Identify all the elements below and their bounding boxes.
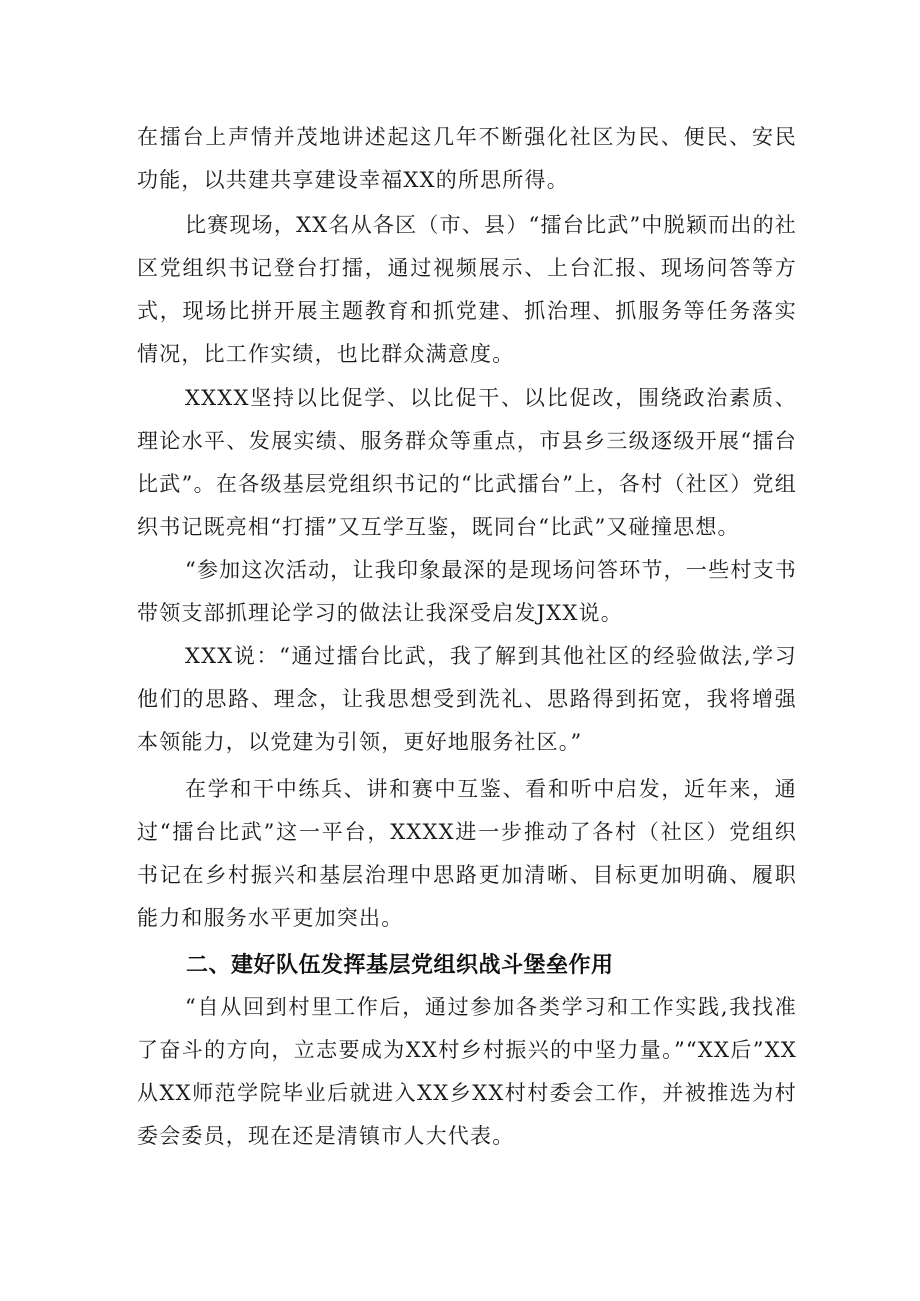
paragraph-3: XXXX坚持以比促学、以比促干、以比促改，围绕政治素质、理论水平、发展实绩、服务群众等重点，市县乡三级逐级开展“擂台比武”。在各级基层党组织书记的“比武擂台”上，各村（社区）党组织书记既亮相“打擂”又互学互鉴，既同台“比武”又碰撞思想。 — [137, 386, 797, 539]
closing-paragraph: “自从回到村里工作后，通过参加各类学习和工作实践,我找准了奋斗的方向，立志要成为XX村乡村振兴的中坚力量。”“XX后”XX从XX师范学院毕业后就进入XX乡XX村村委会工作，并被推选为村委会委员，现在还是清镇市人大代表。 — [137, 995, 797, 1148]
paragraph-6: 在学和干中练兵、讲和赛中互鉴、看和听中启发，近年来，通过“擂台比武”这一平台，XXXX进一步推动了各村（社区）党组织书记在乡村振兴和基层治理中思路更加清晰、目标更加明确、履职能力和服务水平更加突出。 — [137, 777, 797, 930]
paragraph-5: XXX说：“通过擂台比武，我了解到其他社区的经验做法,学习他们的思路、理念，让我思想受到洗礼、思路得到拓宽，我将增强本领能力，以党建为引领，更好地服务社区。” — [137, 644, 797, 754]
paragraph-2: 比赛现场，XX名从各区（市、县）“擂台比武”中脱颖而出的社区党组织书记登台打擂，通过视频展示、上台汇报、现场问答等方式，现场比拼开展主题教育和抓党建、抓治理、抓服务等任务落实情况，比工作实绩，也比群众满意度。 — [137, 213, 797, 366]
paragraph-1: 在擂台上声情并茂地讲述起这几年不断强化社区为民、便民、安民功能，以共建共享建设幸福XX的所思所得。 — [137, 125, 797, 192]
section-heading: 二、建好队伍发挥基层党组织战斗堡垒作用 — [186, 953, 614, 978]
paragraph-4: “参加这次活动，让我印象最深的是现场问答环节，一些村支书带领支部抓理论学习的做法让我深受启发JXX说。 — [137, 558, 797, 625]
